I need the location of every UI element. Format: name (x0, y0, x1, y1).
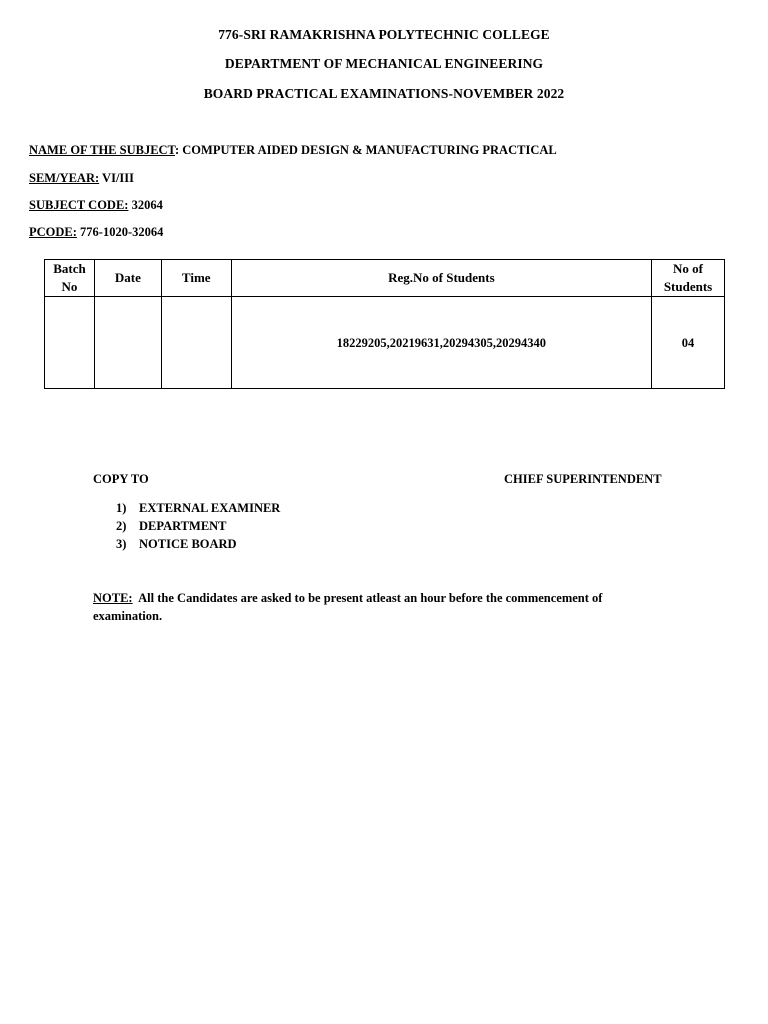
code-label: SUBJECT CODE: (29, 198, 129, 212)
sem-value: VI/III (99, 171, 135, 185)
note-paragraph (93, 590, 673, 625)
note-label: NOTE: (93, 591, 133, 605)
cell-date (94, 297, 161, 389)
header-count-line1: No of (673, 261, 703, 276)
list-item-number: 3) (116, 537, 127, 551)
list-item (116, 499, 280, 517)
header-time: Time (161, 260, 231, 297)
list-item-number: 2) (116, 519, 127, 533)
department-title: DEPARTMENT OF MECHANICAL ENGINEERING (224, 56, 544, 71)
header-batch-line1: Batch (53, 261, 86, 276)
pcode-value: 776-1020-32064 (76, 225, 164, 239)
copy-to-list (116, 499, 280, 553)
list-item-text: DEPARTMENT (139, 519, 227, 533)
cell-student-count: 04 (652, 297, 725, 389)
header-reg-no: Reg.No of Students (231, 260, 651, 297)
subject-value: : COMPUTER AIDED DESIGN & MANUFACTURING PRACTICAL (174, 143, 557, 157)
list-item-number: 1) (116, 501, 127, 515)
college-title: 776-SRI RAMAKRISHNA POLYTECHNIC COLLEGE (218, 27, 550, 42)
list-item (116, 517, 280, 535)
list-item-text: EXTERNAL EXAMINER (139, 501, 281, 515)
pcode-label: PCODE: (29, 225, 77, 239)
header-batch-no (45, 260, 95, 297)
code-line (29, 198, 163, 213)
batch-table (44, 259, 725, 389)
subject-line (29, 143, 557, 158)
list-item-text: NOTICE BOARD (139, 537, 237, 551)
header-count-line2: Students (663, 279, 713, 294)
sem-label: SEM/YEAR: (29, 171, 100, 185)
header-batch-line2: No (61, 279, 78, 294)
chief-superintendent-label: CHIEF SUPERINTENDENT (504, 472, 662, 486)
header-no-of-students (652, 260, 725, 297)
note-text: All the Candidates are asked to be present atleast an hour before the commencement of examination. (93, 591, 606, 623)
cell-batch-no (45, 297, 95, 389)
list-item (116, 535, 280, 553)
copy-to-label: COPY TO (93, 472, 149, 486)
table-row (45, 297, 725, 389)
code-value: 32064 (128, 198, 163, 212)
exam-title: BOARD PRACTICAL EXAMINATIONS-NOVEMBER 2022 (203, 86, 565, 101)
sem-line (29, 171, 134, 186)
pcode-line (29, 225, 163, 240)
table-header-row (45, 260, 725, 297)
subject-label: NAME OF THE SUBJECT (29, 143, 175, 157)
cell-reg-no: 18229205,20219631,20294305,20294340 (231, 297, 651, 389)
cell-time (161, 297, 231, 389)
header-date: Date (94, 260, 161, 297)
